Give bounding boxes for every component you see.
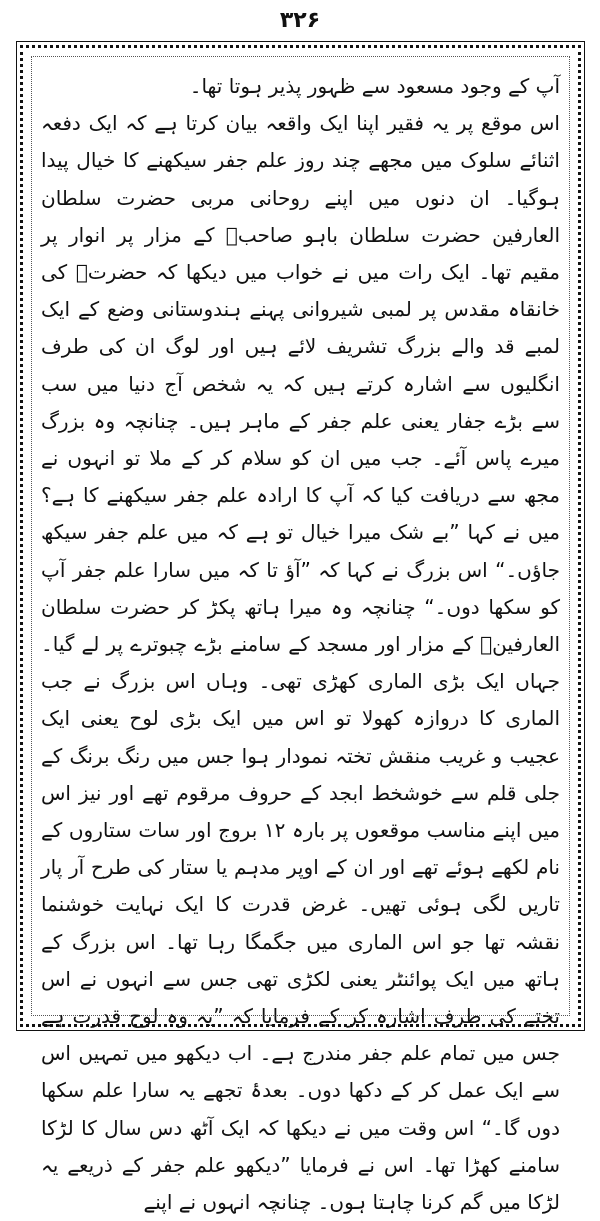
paragraph-1: آپ کے وجود مسعود سے ظہور پذیر ہوتا تھا۔ xyxy=(189,74,560,98)
ornamental-border xyxy=(20,45,581,1215)
page-number: ۳۲۶ xyxy=(279,8,321,33)
page-body xyxy=(41,68,561,1215)
paragraph-2: اس موقع پر یہ فقیر اپنا ایک واقعہ بیان کرتا ہے کہ ایک دفعہ اثنائے سلوک میں مجھے چند روز علم جفر سیکھنے کا خیال پیدا ہوگیا۔ ان دنوں میں اپنے روحانی مربی حضرت سلطان العارفین حضرت سلطان باہو صاحبؒ کے مزار پر انوار پر مقیم تھا۔ ایک رات میں نے خواب میں دیکھا کہ حضرتؒ کی خانقاہ مقدس پر لمبی شیروانی پہنے ہندوستانی وضع کے ایک لمبے قد والے بزرگ تشریف لائے ہیں اور لوگ ان کی طرف انگلیوں سے اشارہ کرتے ہیں کہ یہ شخص آج دنیا میں سب سے بڑے جفار یعنی علم جفر کے ماہر ہیں۔ چنانچہ وہ بزرگ میرے پاس آئے۔ جب میں ان کو سلام کر کے ملا تو انہوں نے مجھ سے دریافت کیا کہ آپ کا ارادہ علم جفر سیکھنے کا ہے؟ میں نے کہا ”بے شک میرا خیال تو ہے کہ میں علم جفر سیکھ جاؤں۔“ اس بزرگ نے کہا کہ ”آؤ تا کہ میں سارا علم جفر آپ کو سکھا دوں۔“ چنانچہ وہ میرا ہاتھ پکڑ کر حضرت سلطان العارفینؒ کے مزار اور مسجد کے سامنے بڑے چبوترے پر لے گیا۔ جہاں ایک بڑی الماری کھڑی تھی۔ وہاں اس بزرگ نے جب الماری کا دروازہ کھولا تو اس میں ایک بڑی لوح یعنی ایک عجیب و غریب منقش تختہ نمودار ہوا جس میں رنگ برنگ کے جلی قلم سے خوشخط ابجد کے حروف مرقوم تھے اور نیز اس میں اپنے مناسب موقعوں پر بارہ ۱۲ بروج اور سات ستاروں کے نام لکھے ہوئے تھے اور ان کے اوپر مدہم یا ستار کی طرح آر پار تاریں لگی ہوئی تھیں۔ غرض قدرت کا ایک نہایت خوشنما نقشہ تھا جو اس الماری میں جگمگا رہا تھا۔ اس بزرگ کے ہاتھ میں ایک پوائنٹر یعنی لکڑی تھی جس سے انہوں نے اس تختے کی طرف اشارہ کر کے فرمایا کہ ”یہ وہ لوح قدرت ہے جس میں تمام علم جفر مندرج ہے۔ اب دیکھو میں تمہیں اس سے ایک عمل کر کے دکھا دوں۔ بعدۂ تجھے یہ سارا علم سکھا دوں گا۔“ اس وقت میں نے دیکھا کہ ایک آٹھ دس سال کا لڑکا سامنے کھڑا تھا۔ اس نے فرمایا ”دیکھو علم جفر کے ذریعے یہ لڑکا میں گم کرنا چاہتا ہوں۔ چنانچہ انہوں نے اپنے xyxy=(41,111,561,1215)
